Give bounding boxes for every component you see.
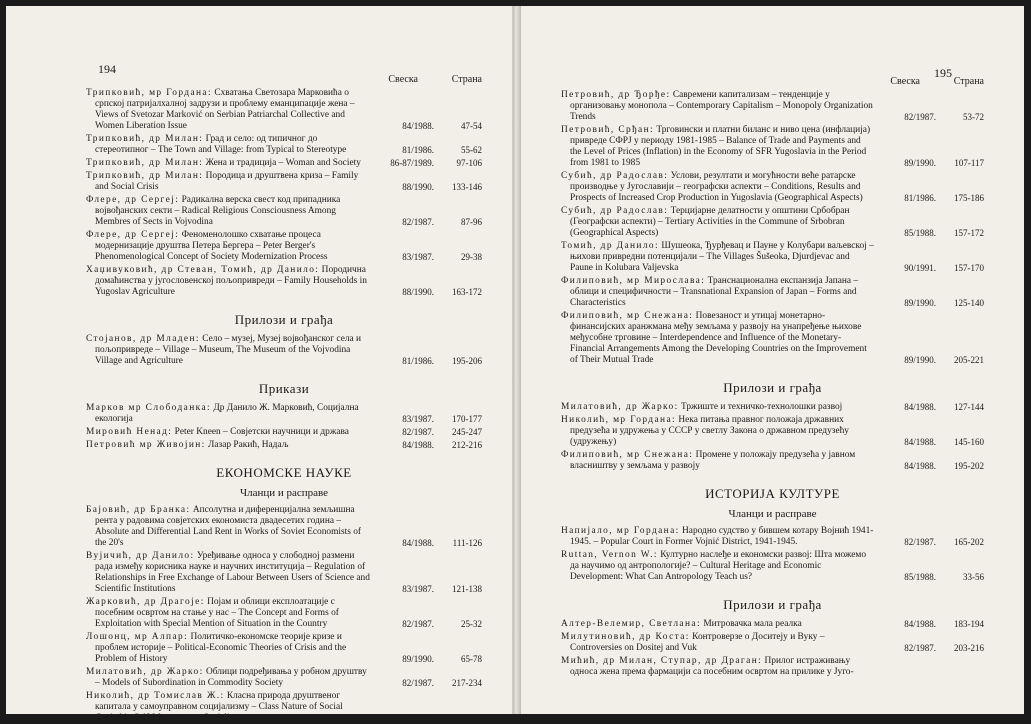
subsection-title: Чланци и расправе: [239, 487, 329, 499]
index-entry: [86, 134, 482, 156]
entry-volume: 89/1990.: [904, 158, 936, 168]
entry-title: Феноменолошко схватање процеса модернизације друштва Петера Бергера – Peter Berger's Phenomenological Concept of Society Modernization Process: [95, 230, 328, 262]
entry-volume: 88/1990.: [402, 182, 434, 192]
entry-author: Мићић, др Милан, Ступар, др Драган:: [561, 656, 763, 666]
entry-title: Народно судство у бившем котару Војнић 1941-1945. – Popular Court in Former Vojnić District, 1941-1945.: [570, 526, 874, 547]
entry-volume: 86-87/1989.: [390, 158, 434, 168]
entry-title: Повезаност и утицај монетарно-финансијских аранжмана међу земљама у развоју на унапређење њихове међусобне трговине – Interdependence and Influence of the Monetary-Financial Arrangements Among the Developing Countries on the Improvement of Their Mutual Trade: [570, 311, 867, 365]
entry-text: [86, 691, 372, 724]
entry-pages: 125-140: [954, 298, 984, 308]
left-page: [6, 6, 513, 723]
index-entry: [86, 265, 482, 298]
right-page: [521, 6, 1024, 714]
entry-title: Др Данило Ж. Марковић, Социјална екологија: [95, 403, 359, 424]
entry-text: [86, 171, 372, 193]
entry-author: Стојанов, др Младен:: [86, 334, 200, 344]
entry-text: [86, 505, 372, 549]
entry-text: [561, 619, 874, 630]
section-title: ИСТОРИЈА КУЛТУРЕ: [705, 486, 840, 501]
entry-text: [561, 632, 874, 654]
entry-author: Алтер-Велемир, Светлана:: [561, 619, 701, 629]
index-entry: [86, 597, 482, 630]
entry-text: [86, 403, 372, 425]
index-entry: [561, 206, 984, 239]
entry-pages: 195-202: [954, 461, 984, 471]
entry-list: [561, 90, 984, 366]
entry-pages: 133-146: [452, 182, 482, 192]
entry-title: Радикална верска свест код припадника војвођанских секти – Radical Religious Consciousness Among Membres of Sects in Vojvodina: [95, 195, 341, 227]
entry-title: Трговински и платни биланс и ниво цена (инфлација) привреде СФРЈ у периоду 1981-1985 – Balance of Trade and Payments and the Level of Prices (Inflation) in the Economy of SFR Yugoslavia in the Period from 1981 to 1985: [570, 125, 871, 168]
entry-author: Николић, мр Гордана:: [561, 415, 677, 425]
index-entry: [561, 125, 984, 169]
entry-volume: 85/1988.: [904, 572, 936, 582]
section-title: Прилози и грађа: [723, 597, 822, 612]
entry-text: [86, 230, 372, 263]
entry-pages: 127-144: [954, 402, 984, 412]
index-entry: [561, 402, 984, 413]
index-entry: [86, 691, 482, 724]
entry-title: Појам и облици експлоатације с посебним освртом на стање у нас – The Concept and Forms of Exploitation with Special Mention of Situation in the Country: [95, 597, 339, 629]
entry-title: Промене у положају предузећа у јавном власништву у земљама у развоју: [570, 450, 856, 471]
entry-volume: 84/1988.: [904, 437, 936, 447]
entry-volume: 81/1986.: [904, 193, 936, 203]
entry-volume: 89/1990.: [402, 654, 434, 664]
entry-author: Николић, др Томислав Ж.:: [86, 691, 225, 701]
index-entry: [86, 427, 482, 438]
entry-pages: 87-96: [461, 217, 482, 227]
entry-text: [86, 551, 372, 595]
section-title: Прикази: [258, 381, 310, 396]
entry-title: Peter Kneen – Совјетски научници и држава: [172, 427, 349, 437]
entry-title: Митровачка мала реалка: [700, 619, 802, 629]
index-entry: [561, 550, 984, 583]
entry-pages: 165-202: [954, 537, 984, 547]
entry-author: Петровић, др Ђорђе:: [561, 90, 671, 100]
entry-author: Милатовић, др Жарко:: [561, 402, 679, 412]
entry-author: Милатовић, др Жарко:: [86, 667, 204, 677]
entry-title: Село – музеј, Музеј војвођанског села и пољопривреде – Village – Museum, The Museum of the Vojvodina Village and Agriculture: [95, 334, 362, 366]
entry-pages: 111-126: [452, 538, 482, 548]
entry-pages: 145-160: [954, 437, 984, 447]
entry-text: [561, 206, 874, 239]
entry-author: Лошонц, мр Алпар:: [86, 632, 189, 642]
entry-text: [561, 402, 874, 413]
index-entry: [86, 88, 482, 132]
entry-pages: 33-52: [461, 713, 482, 723]
column-header: [561, 76, 984, 90]
entry-title: Савремени капитализам – тенденције у организовању монопола – Contemporary Capitalism – Monopoly Organization Trends: [570, 90, 873, 122]
entry-volume: 81/1986.: [402, 145, 434, 155]
entry-text: [86, 667, 372, 689]
section-title: ЕКОНОМСКЕ НАУКЕ: [216, 465, 352, 480]
entry-author: Трипковић, др Милан:: [86, 171, 204, 181]
entry-author: Трипковић, др Милан:: [86, 158, 204, 168]
entry-author: Ruttan, Vernon W.:: [561, 550, 658, 560]
index-entry: [86, 632, 482, 665]
index-entry: [86, 158, 482, 169]
entry-pages: 175-186: [954, 193, 984, 203]
entry-text: [561, 550, 874, 583]
entry-pages: 121-138: [452, 584, 482, 594]
entry-list: [561, 402, 984, 472]
entry-volume: 84/1988.: [904, 619, 936, 629]
entry-author: Напијало, мр Гордана:: [561, 526, 680, 536]
index-entry: [561, 171, 984, 204]
entry-author: Трипковић, др Милан:: [86, 134, 204, 144]
entry-author: Флере, др Сергеј:: [86, 230, 180, 240]
entry-title: Терцијарне делатности у општини Србобран (Географски аспекти) – Tertiary Activities in the Commune of Srbobran (Geographical Aspects): [570, 206, 850, 238]
entry-title: Прилог истраживању односа жена према фармацији са посебним освртом на прилике у Југо-: [570, 656, 854, 677]
entry-list: [561, 526, 984, 583]
entry-volume: 84/1988.: [402, 538, 434, 548]
entry-text: [561, 656, 874, 678]
entry-volume: 82/1987.: [402, 713, 434, 723]
index-entry: [561, 311, 984, 366]
section-title: Прилози и грађа: [234, 312, 334, 327]
entry-text: [561, 450, 874, 472]
entry-text: [561, 276, 874, 309]
entry-text: [561, 415, 874, 448]
entry-text: [86, 134, 372, 156]
entry-volume: 84/1988.: [904, 461, 936, 471]
entry-author: Петровић мр Живојин:: [86, 440, 206, 450]
entry-text: [561, 241, 874, 274]
entry-author: Марков мр Слободанка:: [86, 403, 212, 413]
entry-author: Петровић, Срђан:: [561, 125, 654, 135]
entry-title: Град и село: од типичног до стереотипног – The Town and Village: from Typical to Stereotype: [95, 134, 347, 155]
entry-volume: 85/1988.: [904, 228, 936, 238]
entry-author: Бајовић, др Бранка:: [86, 505, 191, 515]
entry-volume: 83/1987.: [402, 252, 434, 262]
entry-author: Жарковић, др Драгоје:: [86, 597, 205, 607]
index-entry: [86, 505, 482, 549]
index-entry: [86, 171, 482, 193]
entry-volume: 82/1987.: [904, 112, 936, 122]
entry-list: [86, 403, 482, 451]
entry-pages: 183-194: [954, 619, 984, 629]
entry-pages: 33-56: [963, 572, 984, 582]
index-entry: [86, 551, 482, 595]
entry-pages: 170-177: [452, 414, 482, 424]
entry-pages: 217-234: [452, 678, 482, 688]
entry-title: Породица и друштвена криза – Family and Social Crisis: [95, 171, 359, 192]
page-number: 195: [934, 66, 952, 80]
entry-title: Облици подређивања у робном друштву – Models of Subordination in Commodity Society: [95, 667, 367, 688]
entry-author: Мировић Ненад:: [86, 427, 173, 437]
entry-volume: 82/1987.: [402, 427, 434, 437]
entry-volume: 89/1990.: [904, 355, 936, 365]
entry-text: [561, 171, 874, 204]
entry-text: [86, 88, 372, 132]
entry-text: [561, 311, 874, 366]
entry-author: Флере, др Сергеј:: [86, 195, 180, 205]
volume-header: Свеска: [388, 74, 418, 85]
entry-pages: 157-172: [954, 228, 984, 238]
entry-title: Уређивање односа у слободној размени рада између корисника науке и научних институција – Regulation of Relationships in Free Exchange of Labour Between Users of Science and Scientific Institutions: [95, 551, 370, 594]
page-number: 194: [98, 62, 116, 76]
entry-title: Шушеока, Ђурђевац и Пауне у Колубари ваљевској – њихови привредни потенцијали – The Villages Šušeoka, Djurdjevac and Paune in Kolubara Valjevska: [570, 241, 874, 273]
entry-volume: 81/1986.: [402, 356, 434, 366]
entry-title: Класна природа друштвеног капитала у самоуправном социјализму – Class Nature of Social Capital in Self-Management Socialism: [95, 691, 343, 723]
column-header: [86, 74, 482, 88]
entry-title: Схватања Светозара Марковића о српској патријалхалној задрузи и проблему еманципације жена – Views of Svetozar Marković on Serbian Patriarchal Collective and Women Liberation Issue: [95, 88, 355, 131]
entry-pages: 25-32: [461, 619, 482, 629]
entry-title: Тржиште и техничко-технолошки развој: [678, 402, 843, 412]
entry-text: [561, 526, 874, 548]
entry-text: [86, 265, 372, 298]
entry-author: Субић, др Радослав:: [561, 171, 669, 181]
entry-volume: 83/1987.: [402, 584, 434, 594]
entry-pages: 195-206: [452, 356, 482, 366]
entry-text: [86, 195, 372, 228]
entry-volume: 82/1987.: [402, 619, 434, 629]
entry-pages: 65-78: [461, 654, 482, 664]
entry-volume: 84/1988.: [402, 440, 434, 450]
entry-volume: 82/1987.: [904, 643, 936, 653]
index-entry: [561, 632, 984, 654]
entry-text: [561, 125, 874, 169]
entry-pages: 107-117: [954, 158, 984, 168]
entry-text: [86, 158, 372, 169]
entry-author: Трипковић, мр Гордана:: [86, 88, 212, 98]
index-entry: [86, 667, 482, 689]
entry-volume: 90/1991.: [904, 263, 936, 273]
entry-title: Лазар Ракић, Надаљ: [205, 440, 289, 450]
index-entry: [561, 276, 984, 309]
entry-volume: 82/1987.: [402, 217, 434, 227]
entry-volume: 88/1990.: [402, 287, 434, 297]
entry-author: Филиповић, мр Снежана:: [561, 311, 694, 321]
entry-pages: 47-54: [461, 121, 482, 131]
entry-volume: 89/1990.: [904, 298, 936, 308]
index-entry: [86, 195, 482, 228]
index-entry: [561, 450, 984, 472]
entry-pages: 245-247: [452, 427, 482, 437]
entry-title: Услови, резултати и могућности веће ратарске производње у Југославији – географски аспекти – Conditions, Results and Prospects of Increased Crop Production in Yugoslavia (Geographical Aspects): [570, 171, 863, 203]
entry-pages: 97-106: [456, 158, 482, 168]
entry-pages: 29-38: [461, 252, 482, 262]
entry-author: Вујичић, др Данило:: [86, 551, 195, 561]
index-entry: [86, 334, 482, 367]
entry-author: Субић, др Радослав:: [561, 206, 669, 216]
entry-title: Апсолутна и диференцијална земљишна рента у радовима совјетских економиста двадесетих година – Absolute and Differential Land Rent in Works of Soviet Economists of the 20's: [95, 505, 362, 548]
entry-pages: 205-221: [954, 355, 984, 365]
index-entry: [561, 415, 984, 448]
entry-list: [86, 505, 482, 724]
section-title: Прилози и грађа: [723, 380, 822, 395]
entry-volume: 82/1987.: [402, 678, 434, 688]
entry-text: [86, 334, 372, 367]
entry-author: Филиповић, мр Мирослава:: [561, 276, 706, 286]
entry-list: [86, 88, 482, 298]
entry-text: [86, 632, 372, 665]
index-entry: [561, 241, 984, 274]
entry-title: Контроверзе о Доситеју и Вуку – Controversies on Dositej and Vuk: [570, 632, 825, 653]
index-entry: [86, 403, 482, 425]
entry-pages: 212-216: [452, 440, 482, 450]
index-entry: [561, 656, 984, 678]
entry-pages: 157-170: [954, 263, 984, 273]
index-entry: [86, 440, 482, 451]
entry-volume: 84/1988.: [904, 402, 936, 412]
entry-volume: 82/1987.: [904, 537, 936, 547]
entry-title: Политичко-економске теорије кризе и проблем историје – Political-Economic Theories of Crisis and the Problem of History: [95, 632, 347, 664]
entry-author: Филиповић, мр Снежана:: [561, 450, 694, 460]
entry-volume: 83/1987.: [402, 414, 434, 424]
entry-author: Милутиновић, др Коста:: [561, 632, 690, 642]
entry-text: [86, 427, 372, 438]
entry-pages: 55-62: [461, 145, 482, 155]
entry-text: [86, 440, 372, 451]
index-entry: [86, 230, 482, 263]
entry-title: Жена и традиција – Woman and Society: [203, 158, 361, 168]
entry-title: Културно наслеђе и економски развој: Шта можемо да научимо од антропологије? – Cultural Heritage and Economic Development: What Can Antropology Teach us?: [570, 550, 867, 582]
entry-author: Хаџивуковић, др Стеван, Томић, др Данило:: [86, 265, 320, 275]
entry-pages: 53-72: [963, 112, 984, 122]
entry-title: Транснационална експанзија Јапана – облици и специфичности – Transnational Expansion of Japan – Forms and Characteristics: [570, 276, 859, 308]
page-header: Страна: [953, 76, 984, 87]
entry-title: Породична домаћинства у југословенској пољопривреди – Family Households in Yugoslav Agriculture: [95, 265, 367, 297]
entry-list: [561, 619, 984, 678]
index-entry: [561, 619, 984, 630]
entry-author: Томић, др Данило:: [561, 241, 660, 251]
entry-pages: 163-172: [452, 287, 482, 297]
entry-text: [86, 597, 372, 630]
entry-text: [561, 90, 874, 123]
entry-list: [86, 334, 482, 367]
page-header: Страна: [451, 74, 482, 85]
entry-title: Нека питања правног положаја државних предузећа и удружења у СССР у светлу Закона о државном предузећу (удружењу): [570, 415, 849, 447]
entry-volume: 84/1988.: [402, 121, 434, 131]
index-entry: [561, 526, 984, 548]
volume-header: Свеска: [890, 76, 920, 87]
subsection-title: Чланци и расправе: [728, 508, 817, 520]
entry-pages: 203-216: [954, 643, 984, 653]
index-entry: [561, 90, 984, 123]
